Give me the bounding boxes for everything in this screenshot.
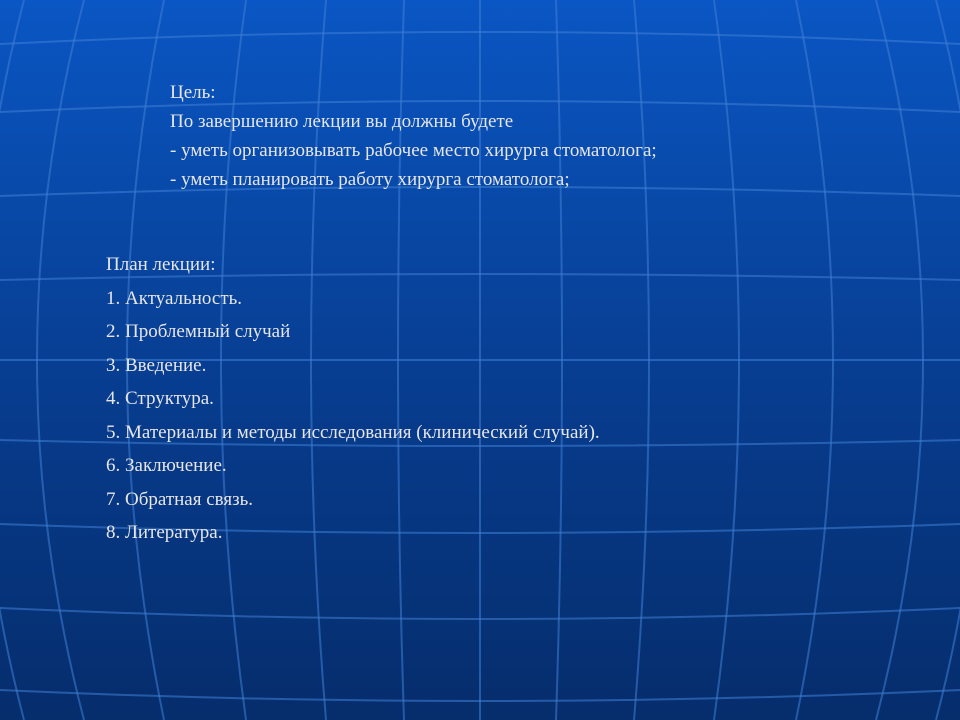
goal-item: - уметь организовывать рабочее место хирурга стоматолога; bbox=[170, 140, 657, 161]
goal-heading: Цель: bbox=[170, 82, 216, 103]
goal-intro: По завершению лекции вы должны будете bbox=[170, 111, 514, 132]
goal-item: - уметь планировать работу хирурга стоматолога; bbox=[170, 169, 570, 190]
plan-item: 8. Литература. bbox=[106, 522, 223, 543]
plan-item: 2. Проблемный случай bbox=[106, 321, 291, 342]
plan-heading: План лекции: bbox=[106, 254, 216, 275]
plan-item: 4. Структура. bbox=[106, 388, 214, 409]
plan-item: 7. Обратная связь. bbox=[106, 488, 254, 510]
plan-item: 5. Материалы и методы исследования (клинический случай). bbox=[106, 421, 600, 443]
plan-item: 6. Заключение. bbox=[106, 455, 227, 476]
plan-item: 3. Введение. bbox=[106, 354, 207, 376]
lecture-plan bbox=[106, 248, 600, 550]
plan-item: 1. Актуальность. bbox=[106, 287, 243, 309]
goal-block bbox=[170, 78, 657, 194]
